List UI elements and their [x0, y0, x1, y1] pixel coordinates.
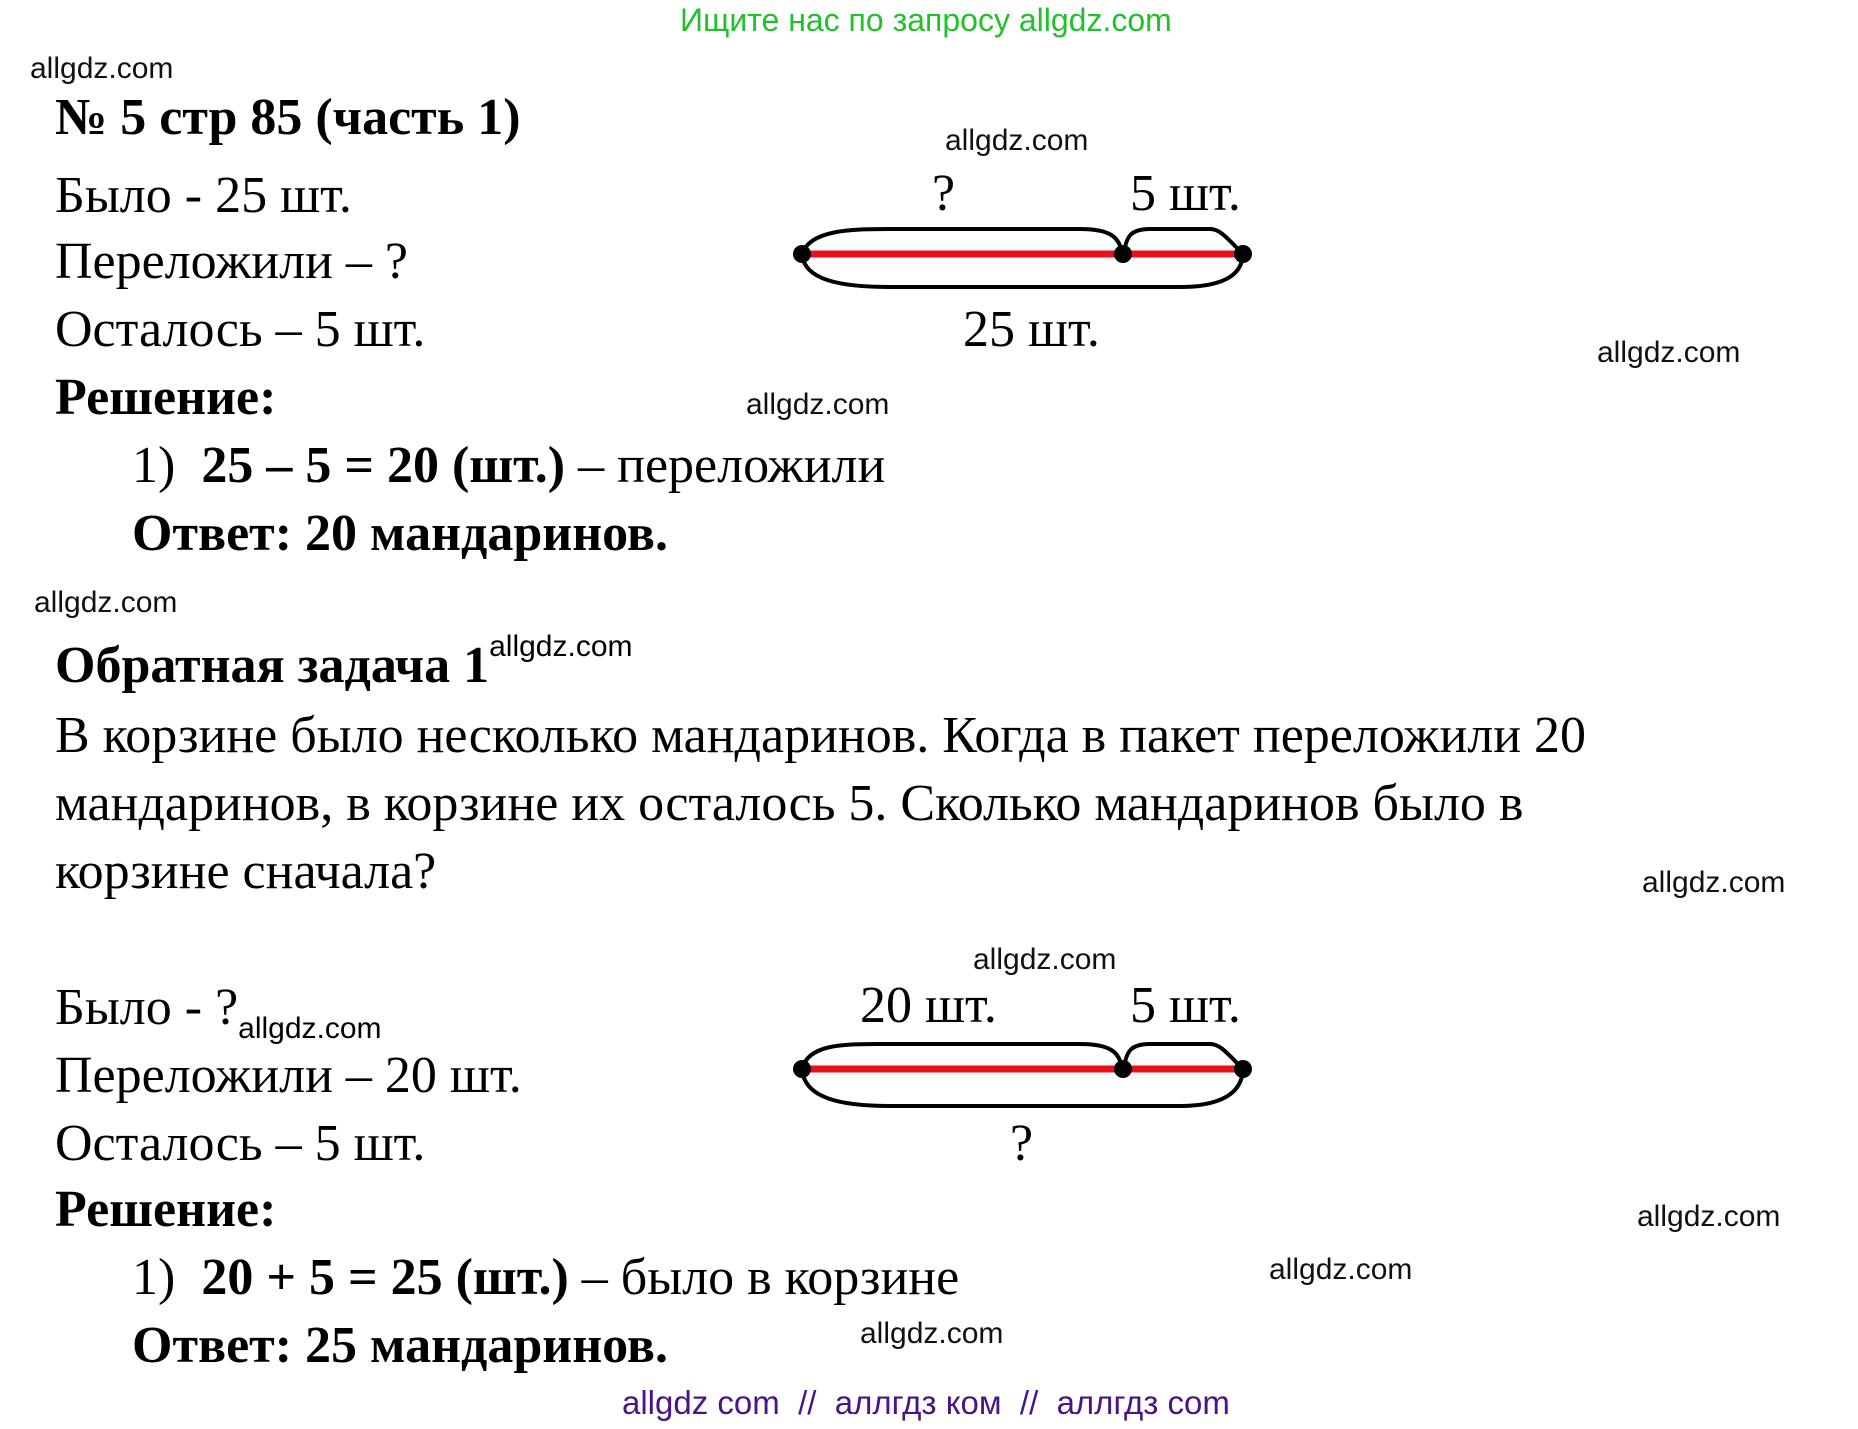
given-value: – 5 шт. — [262, 1115, 426, 1172]
given-value: – 20 шт. — [332, 1047, 522, 1104]
task2-title — [55, 630, 633, 695]
given-label: Было — [55, 979, 172, 1036]
step-number: 1) — [132, 1249, 176, 1306]
diagram2-bottom-label: ? — [1010, 1115, 1034, 1172]
watermark: allgdz.com — [746, 388, 890, 421]
diagram1-top-right-label: 5 шт. — [1130, 165, 1241, 222]
point-icon — [793, 1060, 811, 1078]
task1-answer: Ответ: 20 мандаринов. — [132, 505, 668, 562]
watermark: allgdz.com — [1637, 1200, 1781, 1233]
watermark: allgdz.com — [34, 586, 178, 619]
watermark: allgdz.com — [489, 630, 633, 663]
task2-step — [132, 1248, 959, 1307]
task2-answer: Ответ: 25 мандаринов. — [132, 1317, 668, 1374]
diagram2-top-right-label: 5 шт. — [1130, 977, 1241, 1034]
watermark: allgdz.com — [30, 52, 174, 85]
point-icon — [793, 245, 811, 263]
task2-given-moved — [55, 1046, 522, 1105]
given-value: - 25 шт. — [171, 167, 352, 224]
watermark: allgdz.com — [238, 1012, 382, 1045]
given-label: Было — [55, 167, 172, 224]
search-banner: Ищите нас по запросу allgdz.com — [680, 2, 1172, 38]
given-label: Переложили — [55, 1047, 333, 1104]
segment-diagram-1 — [780, 215, 1270, 295]
given-label: Осталось — [55, 301, 263, 358]
segment-diagram-2 — [780, 1030, 1270, 1115]
given-label: Переложили — [55, 233, 333, 290]
diagram2-top-left-label: 20 шт. — [860, 977, 997, 1034]
point-icon — [1114, 1060, 1132, 1078]
task1-given-moved — [55, 232, 408, 291]
task1-given-was — [55, 166, 352, 225]
task2-paragraph-line: В корзине было несколько мандаринов. Когда в пакет переложили 20 — [55, 707, 1587, 764]
given-label: Осталось — [55, 1115, 263, 1172]
task2-solution-heading: Решение: — [55, 1181, 277, 1238]
task2-paragraph-line: мандаринов, в корзине их осталось 5. Сколько мандаринов было в — [55, 775, 1524, 832]
task1-given-left — [55, 300, 425, 359]
given-value: - ? — [171, 979, 239, 1036]
task2-title-text: Обратная задача 1 — [55, 637, 490, 694]
task2-paragraph-line: корзине сначала? — [55, 843, 437, 900]
step-expression: 20 + 5 = 25 (шт.) — [201, 1249, 569, 1306]
diagram1-bottom-label: 25 шт. — [963, 301, 1100, 358]
diagram1-top-left-label: ? — [932, 165, 956, 222]
watermark: allgdz.com — [860, 1317, 1004, 1350]
point-icon — [1114, 245, 1132, 263]
footer-links[interactable]: allgdz com // аллгдз ком // аллгдз com — [622, 1384, 1230, 1421]
watermark: allgdz.com — [1642, 866, 1786, 899]
watermark: allgdz.com — [945, 124, 1089, 157]
point-icon — [1234, 245, 1252, 263]
step-expression: 25 – 5 = 20 (шт.) — [201, 437, 566, 494]
task2-given-was — [55, 978, 382, 1045]
step-number: 1) — [132, 437, 176, 494]
watermark: allgdz.com — [1597, 336, 1741, 369]
watermark: allgdz.com — [973, 943, 1117, 976]
task1-solution-heading: Решение: — [55, 369, 277, 426]
task1-title: № 5 стр 85 (часть 1) — [55, 89, 521, 146]
watermark: allgdz.com — [1269, 1253, 1413, 1286]
point-icon — [1234, 1060, 1252, 1078]
step-note: – переложили — [565, 437, 886, 494]
task1-step — [132, 436, 885, 495]
given-value: – 5 шт. — [262, 301, 426, 358]
step-note: – было в корзине — [568, 1249, 960, 1306]
given-value: – ? — [332, 233, 408, 290]
task2-given-left — [55, 1114, 425, 1173]
